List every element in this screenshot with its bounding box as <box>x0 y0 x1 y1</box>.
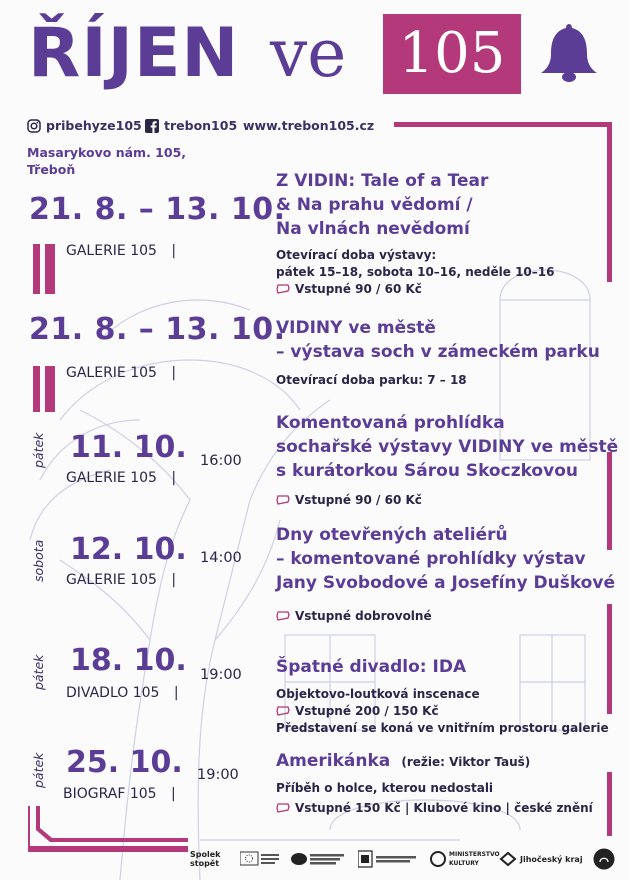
logo-spolek-line2: stopět <box>190 859 220 868</box>
address-line2: Třeboň <box>27 162 76 177</box>
event4-title-line: Jany Svobodové a Josefíny Duškové <box>276 573 615 593</box>
logo-ministry-culture-text: MINISTERSTVO KULTURY <box>449 851 500 867</box>
event5-ticket <box>276 703 609 720</box>
ticket-icon <box>276 495 290 505</box>
event1-detail-line: Otevírací doba výstavy: <box>276 248 437 262</box>
event3-title <box>276 411 618 483</box>
event2-venue-text: GALERIE 105 <box>66 365 157 381</box>
jihocesky-icon <box>499 851 517 867</box>
round-logo-icon <box>593 848 615 870</box>
event5-title <box>276 655 466 679</box>
event2-detail-line: Otevírací doba parku: 7 – 18 <box>276 373 467 387</box>
event2-bar-right <box>45 366 55 412</box>
address-line1: Masarykovo nám. 105, <box>27 145 187 160</box>
event6-venue <box>63 786 176 802</box>
event5-title-line: Špatné divadlo: IDA <box>276 657 467 677</box>
event3-title-line: s kurátorkou Sárou Skoczkovou <box>276 461 578 481</box>
event2-date: 21. 8. – 13. 10. <box>29 312 286 347</box>
event6-date: 25. 10. <box>66 745 183 780</box>
event6-title-note: (režie: Viktor Tauš) <box>401 755 531 769</box>
event3-venue <box>66 470 176 486</box>
event5-venue <box>66 685 179 701</box>
facebook-contact[interactable] <box>145 118 237 133</box>
event3-separator: | <box>171 470 177 486</box>
footer-logos <box>190 846 620 872</box>
event4-time: 14:00 <box>200 550 242 566</box>
event4-ticket-text: Vstupné dobrovolné <box>295 609 432 623</box>
title-month: ŘÍJEN <box>28 14 240 93</box>
event3-date: 11. 10. <box>70 430 187 465</box>
instagram-handle: pribehyze105 <box>46 118 142 133</box>
event1-bar-left <box>33 244 40 294</box>
event4-day: sobota <box>31 539 46 582</box>
event4-title-line: – komentované prohlídky výstav <box>276 549 586 569</box>
eu-flag-icon <box>240 850 280 868</box>
event5-time: 19:00 <box>200 667 242 683</box>
event4-venue-text: GALERIE 105 <box>66 572 157 588</box>
ticket-icon <box>276 284 290 294</box>
event1-title <box>276 169 488 241</box>
event6-venue-text: BIOGRAF 105 <box>63 786 157 802</box>
website-link[interactable] <box>243 118 374 133</box>
event1-detail-line: pátek 15–18, sobota 10–16, neděle 10–16 <box>276 265 555 279</box>
event3-ticket-text: Vstupné 90 / 60 Kč <box>295 493 422 507</box>
event1-venue <box>66 243 176 259</box>
ministry-culture-icon <box>430 851 446 867</box>
ticket-icon <box>276 611 290 621</box>
event3-day: pátek <box>31 432 46 468</box>
event4-date: 12. 10. <box>70 532 187 567</box>
event2-details <box>276 372 467 389</box>
event5-separator: | <box>173 685 179 701</box>
event5-extra: Představení se koná ve vnitřním prostoru galerie <box>276 721 609 735</box>
event2-title-line: VIDINY ve městě <box>276 318 436 338</box>
event5-date: 18. 10. <box>70 643 187 678</box>
event1-title-line: Z VIDIN: Tale of a Tear <box>276 171 489 191</box>
event6-title <box>276 749 530 773</box>
website-url: www.trebon105.cz <box>243 118 375 133</box>
event2-title <box>276 316 600 364</box>
event3-ticket <box>276 492 422 509</box>
instagram-contact[interactable] <box>27 118 142 133</box>
event2-bar-left <box>33 366 40 412</box>
title-number-box: 105 <box>383 14 521 94</box>
address <box>27 144 186 178</box>
event6-title-text: Amerikánka <box>276 751 391 771</box>
logo-jihocesky-text: Jihočeský kraj <box>520 854 583 864</box>
facebook-handle: trebon105 <box>164 118 238 133</box>
logo-spolek-line1: Spolek <box>190 850 221 859</box>
frame-top-line <box>394 122 612 127</box>
event5-detail-line: Objektovo-loutková inscenace <box>276 687 480 701</box>
event1-ticket <box>276 281 554 298</box>
logo-jihocesky <box>499 851 583 867</box>
ministry-logo-icon <box>290 850 346 868</box>
event3-title-line: sochařské výstavy VIDINY ve městě <box>276 437 619 457</box>
event6-day: pátek <box>31 752 46 788</box>
event5-details <box>276 686 609 737</box>
frame-right-line-1 <box>607 122 612 282</box>
corner-ornament <box>28 806 188 852</box>
event1-ticket-text: Vstupné 90 / 60 Kč <box>295 282 422 296</box>
event2-title-line: – výstava soch v zámeckém parku <box>276 342 600 362</box>
event1-bar-right <box>45 244 55 294</box>
bell-icon <box>540 22 598 82</box>
facebook-icon <box>145 119 159 133</box>
event1-date: 21. 8. – 13. 10. <box>29 192 286 227</box>
event2-separator: | <box>171 365 177 381</box>
event5-ticket-text: Vstupné 200 / 150 Kč <box>295 704 439 718</box>
frame-right-line-4 <box>607 772 612 836</box>
event1-title-line: Na vlnách nevědomí <box>276 219 470 239</box>
event6-detail-line: Příběh o holce, kterou nedostali <box>276 781 494 795</box>
event6-details <box>276 780 593 817</box>
event5-venue-text: DIVADLO 105 <box>66 685 160 701</box>
event6-ticket <box>276 800 593 817</box>
event1-title-line: & Na prahu vědomí / <box>276 195 473 215</box>
event5-day: pátek <box>31 654 46 690</box>
event6-time: 19:00 <box>197 767 239 783</box>
event3-title-line: Komentovaná prohlídka <box>276 413 505 433</box>
event4-title-line: Dny otevřených ateliérů <box>276 525 508 545</box>
event6-separator: | <box>171 786 176 802</box>
event4-title <box>276 523 615 595</box>
event4-ticket <box>276 608 432 625</box>
event1-details <box>276 247 554 298</box>
event1-venue-text: GALERIE 105 <box>66 243 157 259</box>
ticket-icon <box>276 706 290 716</box>
ticket-icon <box>276 803 290 813</box>
title-ve: ve <box>270 15 347 92</box>
event3-time: 16:00 <box>200 453 242 469</box>
logo-spolek <box>190 850 240 868</box>
event3-venue-text: GALERIE 105 <box>66 470 157 486</box>
logo-ministry-culture <box>430 850 500 868</box>
event6-ticket-text: Vstupné 150 Kč | Klubové kino | české znění <box>295 801 593 815</box>
event4-separator: | <box>171 572 177 588</box>
event1-separator: | <box>171 243 177 259</box>
event4-venue <box>66 572 176 588</box>
event2-venue <box>66 365 176 381</box>
state-fund-logo-icon <box>358 850 418 868</box>
instagram-icon <box>27 119 41 133</box>
